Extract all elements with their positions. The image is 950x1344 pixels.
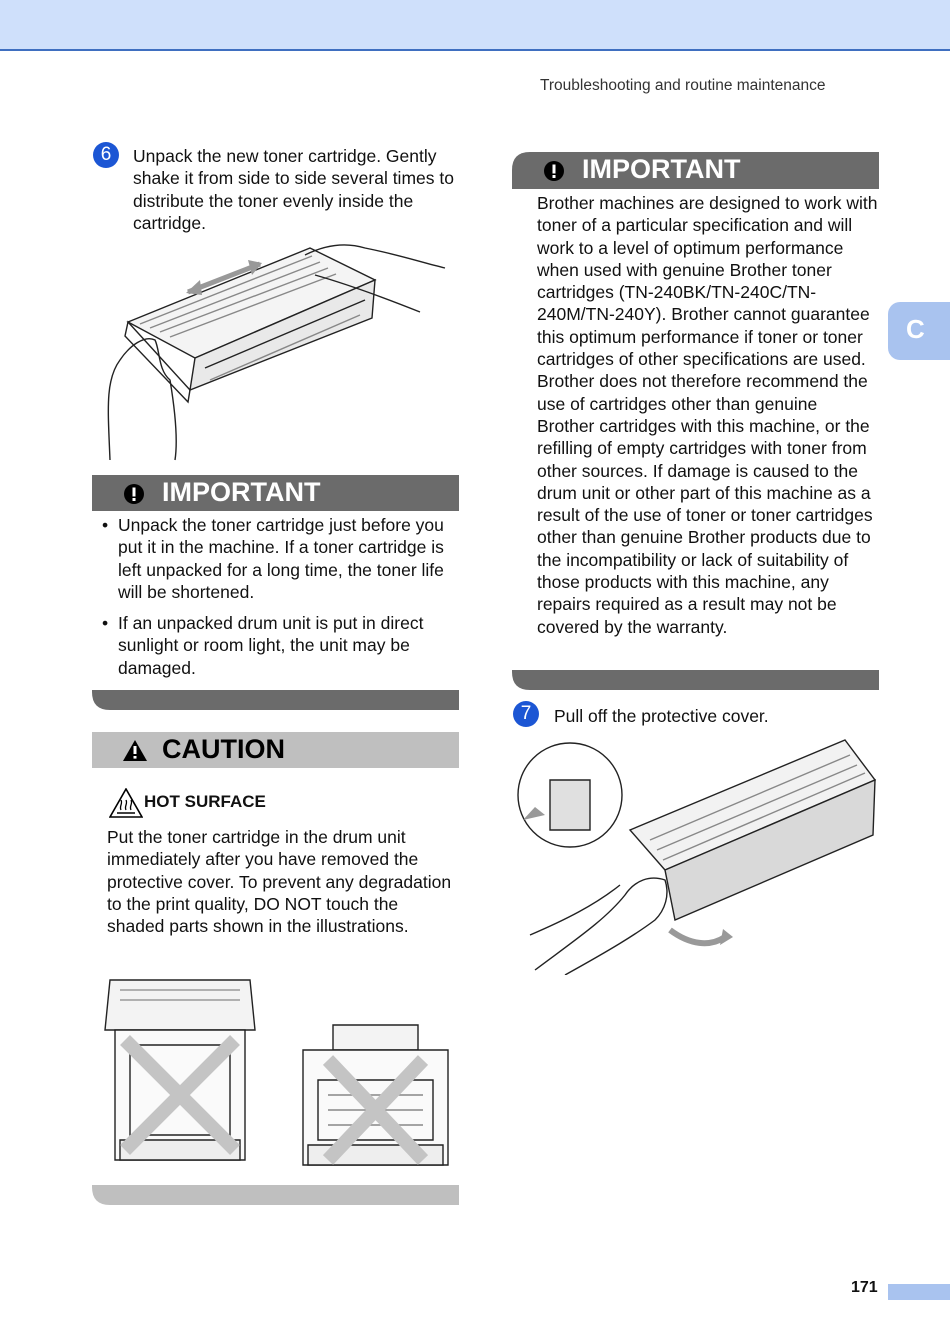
toner-shake-illustration [100, 240, 450, 462]
printer-back-illustration [298, 1020, 453, 1170]
important-end-bar [92, 690, 459, 710]
warning-triangle-icon [122, 739, 148, 762]
caution-end-bar [92, 1185, 459, 1205]
hot-surface-title: HOT SURFACE [144, 792, 266, 811]
step-7-text: Pull off the protective cover. [554, 706, 769, 726]
list-item: • If an unpacked drum unit is put in direct sunlight or room light, the unit may be damaged. [94, 612, 464, 679]
exclamation-icon [123, 483, 145, 505]
chapter-tab [888, 302, 950, 360]
running-header: Troubleshooting and routine maintenance [540, 77, 826, 94]
important-bullet-list [94, 514, 464, 688]
step-6-text: Unpack the new toner cartridge. Gently shake it from side to side several times to distribute the toner evenly inside the cartridge. [133, 146, 454, 233]
important-end-bar [512, 670, 879, 690]
printer-open-illustration [100, 975, 260, 1170]
page-number: 171 [851, 1279, 878, 1296]
step-6-badge: 6 [93, 142, 119, 168]
caution-label: CAUTION [162, 734, 285, 764]
caution-bar [92, 732, 459, 768]
header-band [0, 0, 950, 51]
important-label: IMPORTANT [582, 154, 741, 184]
important-bar [92, 475, 459, 511]
footer-bar [888, 1284, 950, 1300]
protective-cover-illustration [515, 735, 880, 975]
important-label: IMPORTANT [162, 477, 321, 507]
important-text: Brother machines are designed to work with toner of a particular specification and will work to a level of optimum performance when used with genuine Brother toner cartridges (TN-240BK/TN-240C/TN-240M/TN-240Y). Brother cannot guarantee this optimum performance if toner or toner cartridges of other specifications are used. Brother does not therefore recommend the use of cartridges other than genuine Brother cartridges with this machine, or the refilling of empty cartridges with toner from other sources. If damage is caused to the drum unit or other part of this machine as a result of the use of toner or toner cartridges other than genuine Brother products due to the incompatibility or lack of suitability of those products with this machine, any repairs required as a result may not be covered by the warranty. [537, 193, 878, 637]
caution-text: Put the toner cartridge in the drum unit immediately after you have removed the protective cover. To prevent any degradation to the print quality, DO NOT touch the shaded parts shown in the illustrations. [107, 827, 452, 937]
step-7-badge: 7 [513, 701, 539, 727]
list-item: • Unpack the toner cartridge just before you put it in the machine. If a toner cartridge is left unpacked for a long time, the toner life will be shortened. [94, 514, 464, 603]
hot-surface-icon [109, 788, 143, 818]
chapter-tab-label: C [906, 314, 925, 344]
